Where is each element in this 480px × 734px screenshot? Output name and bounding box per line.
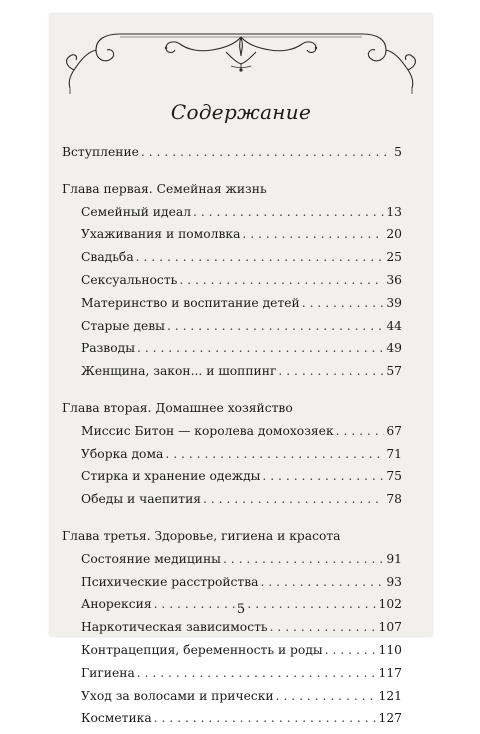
toc-entry bbox=[62, 643, 402, 666]
toc-entry-page: 57 bbox=[386, 364, 402, 379]
toc-entry-page: 127 bbox=[378, 711, 402, 726]
toc-leader-dots bbox=[336, 424, 385, 438]
toc-entry-page: 107 bbox=[378, 620, 402, 635]
page-number: 5 bbox=[236, 602, 246, 617]
toc-entry-page: 13 bbox=[386, 204, 402, 219]
toc-entry-title: Сексуальность bbox=[81, 272, 178, 287]
toc-entry bbox=[62, 447, 402, 470]
toc-title: Содержание bbox=[170, 100, 312, 124]
toc-chapter-entry bbox=[62, 145, 402, 168]
toc-leader-dots bbox=[137, 341, 384, 355]
toc-entry bbox=[62, 424, 402, 447]
toc-entry-title: Семейный идеал bbox=[81, 204, 191, 219]
toc-entry bbox=[62, 364, 402, 387]
toc-entry-title: Состояние медицины bbox=[81, 551, 221, 566]
toc-entry-page: 71 bbox=[386, 446, 402, 461]
toc-entry-page: 44 bbox=[386, 318, 402, 333]
toc-entry-page: 78 bbox=[386, 492, 402, 507]
toc-leader-dots bbox=[154, 711, 377, 725]
toc-leader-dots bbox=[223, 552, 384, 566]
toc-entry bbox=[62, 469, 402, 492]
toc-entry-title: Стирка и хранение одежды bbox=[81, 469, 261, 484]
toc-entry-page: 5 bbox=[394, 145, 402, 159]
toc-leader-dots bbox=[302, 296, 385, 310]
toc-entry-title: Уборка дома bbox=[81, 446, 164, 461]
toc-entry bbox=[62, 273, 402, 296]
toc-entry-page: 36 bbox=[386, 272, 402, 287]
toc-entry-page: 67 bbox=[386, 423, 402, 438]
toc-entry-title: Гигиена bbox=[81, 665, 135, 680]
toc-entry bbox=[62, 666, 402, 689]
toc-entry-title: Косметика bbox=[81, 711, 152, 726]
toc-leader-dots bbox=[165, 447, 384, 461]
toc-entry-page: 20 bbox=[386, 227, 402, 242]
toc-leader-dots bbox=[136, 250, 385, 264]
toc-leader-dots bbox=[242, 227, 384, 241]
toc-leader-dots bbox=[137, 666, 377, 680]
toc-entry bbox=[62, 620, 402, 643]
toc-entry bbox=[62, 575, 402, 598]
toc-entry-page: 121 bbox=[378, 688, 402, 703]
toc-entry bbox=[62, 205, 402, 228]
toc-section-gap bbox=[62, 515, 402, 529]
toc-leader-dots bbox=[179, 273, 384, 287]
toc-entry-title: Уход за волосами и прически bbox=[81, 688, 274, 703]
toc-entry bbox=[62, 711, 402, 734]
toc-chapter-entry bbox=[62, 182, 402, 205]
toc-entry-title: Свадьба bbox=[81, 250, 134, 265]
toc-leader-dots bbox=[262, 469, 384, 483]
toc-entry-page: 25 bbox=[386, 250, 402, 265]
toc-section-gap bbox=[62, 387, 402, 401]
toc-entry-title: Наркотическая зависимость bbox=[81, 620, 268, 635]
toc-entry-title: Глава третья. Здоровье, гигиена и красота bbox=[62, 528, 341, 543]
toc-entry bbox=[62, 319, 402, 342]
toc-leader-dots bbox=[270, 620, 377, 634]
decorative-frame-ornament bbox=[60, 22, 422, 94]
toc-entry-page: 91 bbox=[386, 551, 402, 566]
toc-entry bbox=[62, 689, 402, 712]
toc-leader-dots bbox=[261, 575, 385, 589]
toc-entry-title: Разводы bbox=[81, 341, 135, 356]
toc-entry bbox=[62, 492, 402, 515]
toc-entry-title: Глава вторая. Домашнее хозяйство bbox=[62, 400, 293, 415]
toc-entry-page: 49 bbox=[386, 341, 402, 356]
toc-leader-dots bbox=[203, 492, 384, 506]
toc-entry bbox=[62, 296, 402, 319]
toc-entry-title: Материнство и воспитание детей bbox=[81, 295, 300, 310]
toc-entry-page: 75 bbox=[386, 469, 402, 484]
table-of-contents bbox=[62, 145, 402, 734]
toc-leader-dots bbox=[141, 145, 392, 159]
toc-entry-page: 110 bbox=[378, 642, 402, 657]
toc-entry-title: Старые девы bbox=[81, 318, 165, 333]
toc-entry-title: Контрацепция, беременность и роды bbox=[81, 642, 323, 657]
toc-leader-dots bbox=[167, 319, 384, 333]
toc-entry-page: 117 bbox=[378, 665, 402, 680]
toc-entry-title: Женщина, закон... и шоппинг bbox=[81, 364, 277, 379]
toc-entry-title: Ухаживания и помолвка bbox=[81, 227, 241, 242]
toc-entry-title: Вступление bbox=[62, 145, 139, 159]
toc-entry-title: Обеды и чаепития bbox=[81, 492, 202, 507]
toc-entry-title: Психические расстройства bbox=[81, 574, 259, 589]
toc-entry-page: 39 bbox=[386, 295, 402, 310]
toc-section-gap bbox=[62, 168, 402, 182]
toc-entry-page: 93 bbox=[386, 574, 402, 589]
toc-entry-title: Глава первая. Семейная жизнь bbox=[62, 181, 267, 196]
toc-entry-title: Анорексия bbox=[81, 597, 152, 612]
toc-entry bbox=[62, 250, 402, 273]
toc-entry-title: Миссис Битон — королева домохозяек bbox=[81, 423, 334, 438]
toc-entry bbox=[62, 227, 402, 250]
toc-leader-dots bbox=[193, 205, 384, 219]
book-page bbox=[50, 14, 432, 726]
toc-entry bbox=[62, 341, 402, 364]
toc-chapter-entry bbox=[62, 401, 402, 424]
toc-chapter-entry bbox=[62, 529, 402, 552]
toc-entry-page: 102 bbox=[378, 597, 402, 612]
toc-leader-dots bbox=[276, 689, 377, 703]
toc-entry bbox=[62, 552, 402, 575]
toc-leader-dots bbox=[278, 364, 384, 378]
